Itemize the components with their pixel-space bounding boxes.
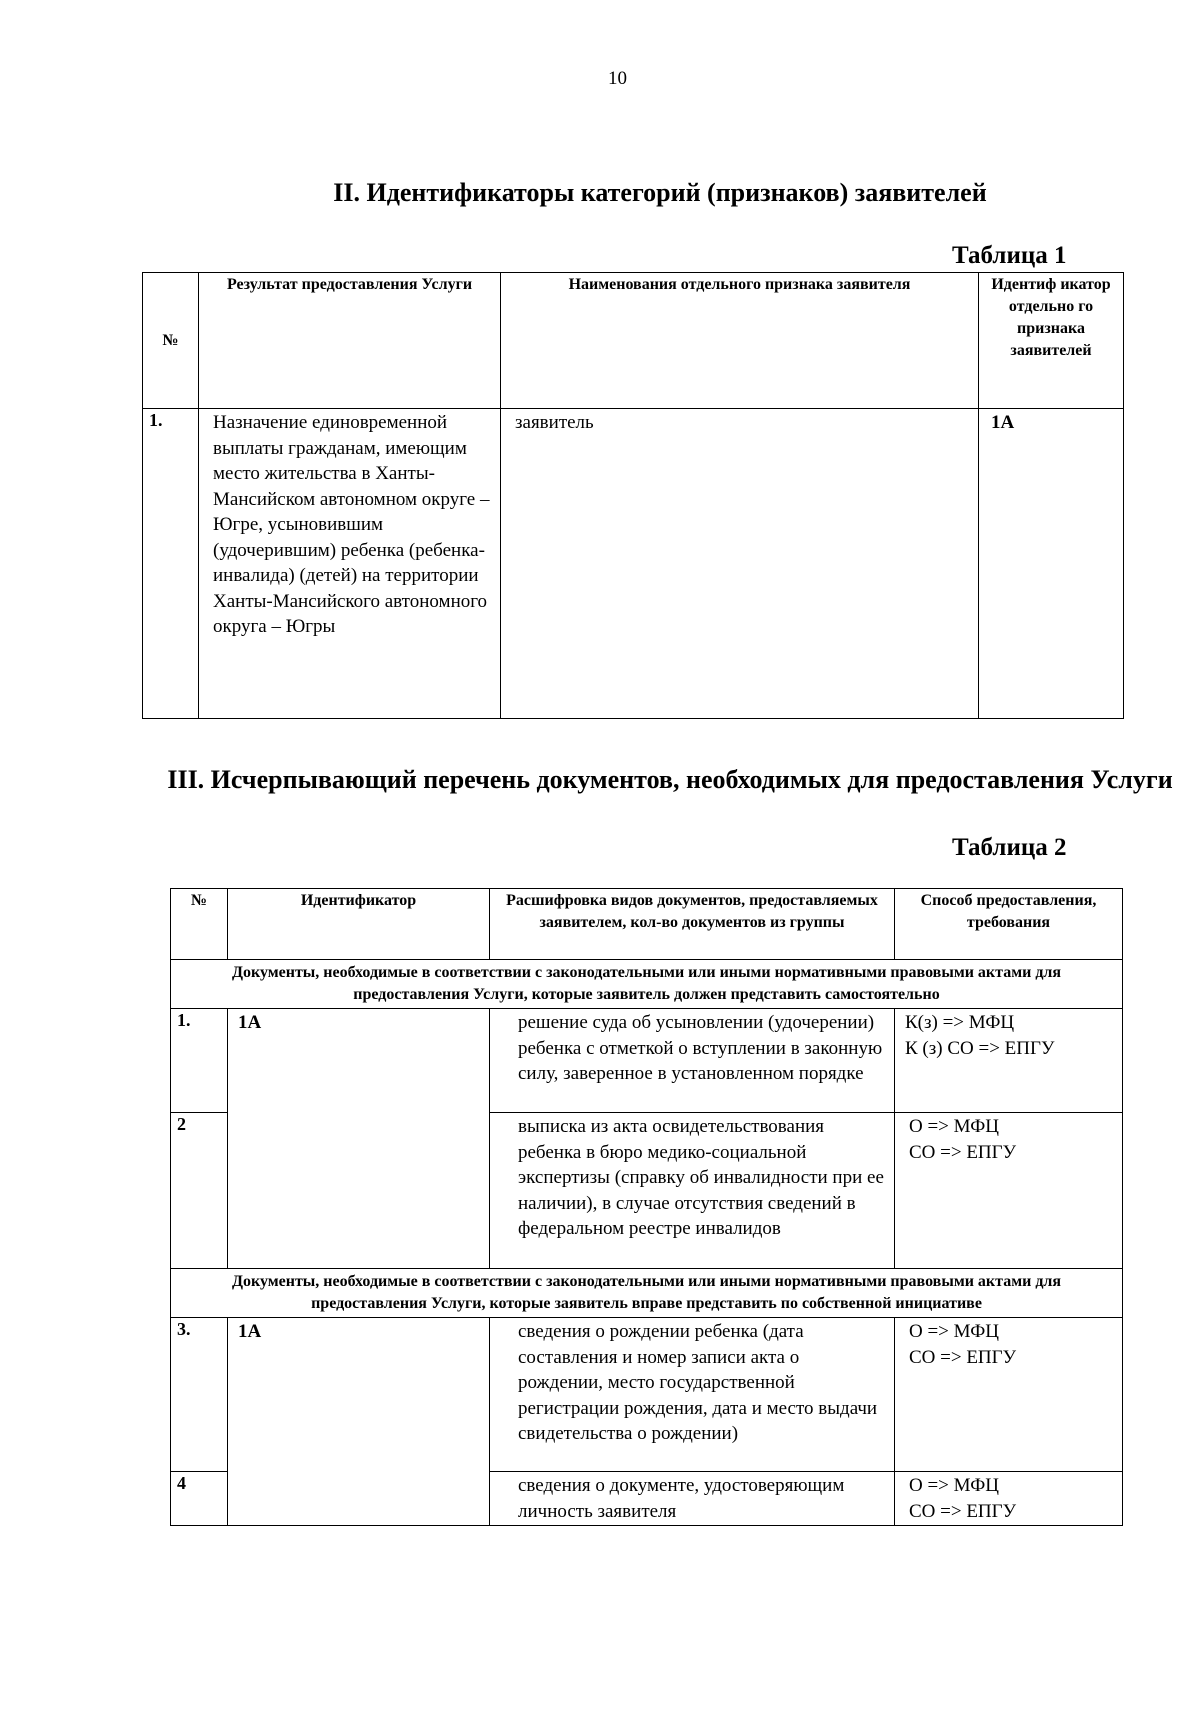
row-number: 4 [171,1472,228,1526]
document-identifier: 1А [228,1009,490,1269]
method-line: СО => ЕПГУ [909,1346,1017,1368]
group-header-row [171,960,1123,1009]
method-line: О => МФЦ [909,1321,1000,1342]
applicant-identifiers-table [142,272,1124,719]
header-identifier: Идентиф икатор отдельно го признака заявителей [979,273,1124,409]
table-header-row [171,889,1123,960]
row-number: 1. [171,1009,228,1113]
header-number: № [171,889,228,960]
header-feature: Наименования отдельного признака заявителя [501,273,979,409]
method-line: К (з) СО => ЕПГУ [905,1037,1055,1059]
method-line: СО => ЕПГУ [909,1500,1017,1522]
header-identifier: Идентификатор [228,889,490,960]
header-number: № [143,273,199,409]
table-1-label: Таблица 1 [952,242,1067,269]
table-row [171,1318,1123,1472]
table-row [171,1009,1123,1113]
service-result: Назначение единовременной выплаты гражданам, имеющим место жительства в Ханты-Мансийском автономном округе – Югре, усыновившим (удочерившим) ребенка (ребенка-инвалида) (детей) на территории Ханты-Мансийского автономного округа – Югры [199,409,501,719]
document-description: выписка из акта освидетельствования ребенка в бюро медико-социальной экспертизы (справку об инвалидности при ее наличии), в случае отсутствия сведений в федеральном реестре инвалидов [490,1113,895,1269]
group-optional-label: Документы, необходимые в соответствии с законодательными или иными нормативными правовыми актами для предоставления Услуги, которые заявитель вправе представить по собственной инициативе [171,1269,1123,1318]
feature-identifier: 1А [979,409,1124,719]
documents-table [170,888,1123,1526]
group-mandatory-label: Документы, необходимые в соответствии с законодательными или иными нормативными правовыми актами для предоставления Услуги, которые заявитель должен представить самостоятельно [171,960,1123,1009]
method-line: О => МФЦ [909,1475,1000,1496]
header-result: Результат предоставления Услуги [199,273,501,409]
submission-method [895,1113,1123,1269]
applicant-feature: заявитель [501,409,979,719]
submission-method [895,1318,1123,1472]
method-line: К(з) => МФЦ [905,1012,1015,1033]
header-method: Способ предоставления, требования [895,889,1123,960]
page-number: 10 [608,68,627,89]
method-line: О => МФЦ [909,1116,1000,1137]
section-2-title: II. Идентификаторы категорий (признаков) заявителей [333,178,987,207]
header-documents: Расшифровка видов документов, предоставляемых заявителем, кол-во документов из группы [490,889,895,960]
document-description: сведения о документе, удостоверяющим личность заявителя [490,1472,895,1526]
document-identifier: 1А [228,1318,490,1526]
method-line: СО => ЕПГУ [909,1141,1017,1163]
table-2-label: Таблица 2 [952,834,1067,861]
table-header-row [143,273,1124,409]
row-number: 3. [171,1318,228,1472]
document-description: решение суда об усыновлении (удочерении) ребенка с отметкой о вступлении в законную силу, заверенное в установленном порядке [490,1009,895,1113]
submission-method [895,1009,1123,1113]
section-3-title: III. Исчерпывающий перечень документов, необходимых для предоставления Услуги [167,765,1173,794]
row-number: 1. [143,409,199,719]
group-header-row [171,1269,1123,1318]
document-description: сведения о рождении ребенка (дата составления и номер записи акта о рождении, место государственной регистрации рождения, дата и место выдачи свидетельства о рождении) [490,1318,895,1472]
row-number: 2 [171,1113,228,1269]
table-row [143,409,1124,719]
submission-method [895,1472,1123,1526]
